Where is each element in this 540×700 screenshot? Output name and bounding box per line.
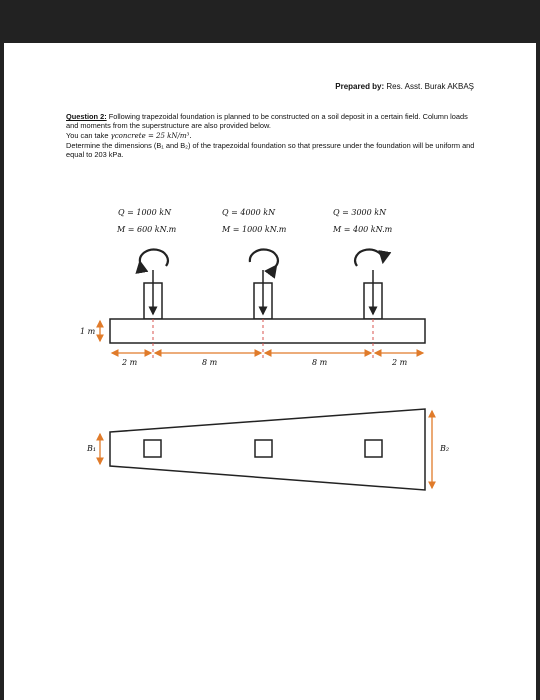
footing-elevation [110,319,425,343]
question-line-3: Determine the dimensions (B₁ and B₂) of the trapezoidal foundation so that pressure under the foundation will be uniform and equal to 203 kPa. [66,140,475,160]
question-line-1: Following trapezoidal foundation is planned to be constructed on a soil deposit in a certain field. Column loads and moments from the superstructure are also provided below. [66,112,468,131]
thickness-label: 1 m [80,327,96,336]
col2-moment: M = 1000 kN.m [222,225,287,234]
col3-moment: M = 400 kN.m [333,225,393,234]
b1-label: B₁ [87,444,97,453]
spacing-4: 2 m [392,358,408,367]
column-plan-3 [365,440,382,457]
col1-load: Q = 1000 kN [118,208,172,217]
col2-load: Q = 4000 kN [222,208,276,217]
column-2 [254,270,272,319]
moment-arrow-icon-2 [250,250,278,266]
col1-moment: M = 600 kN.m [117,225,177,234]
spacing-3: 8 m [312,358,328,367]
column-plan-2 [255,440,272,457]
question-label: Question 2: [66,112,107,121]
moment-arrow-icon-3 [355,250,383,266]
unit-weight-equation: γconcrete = 25 kN/m³. [110,131,192,140]
column-3 [364,270,382,319]
prepared-label: Prepared by: [335,82,385,91]
b2-label: B₂ [440,444,450,453]
moment-arrow-icon-1 [140,250,168,266]
column-1 [144,270,162,319]
author-name: Res. Asst. Burak AKBAŞ [386,82,474,91]
col3-load: Q = 3000 kN [333,208,387,217]
spacing-2: 8 m [202,358,218,367]
unit-weight-prefix: You can take [66,130,109,140]
spacing-1: 2 m [122,358,138,367]
column-plan-1 [144,440,161,457]
